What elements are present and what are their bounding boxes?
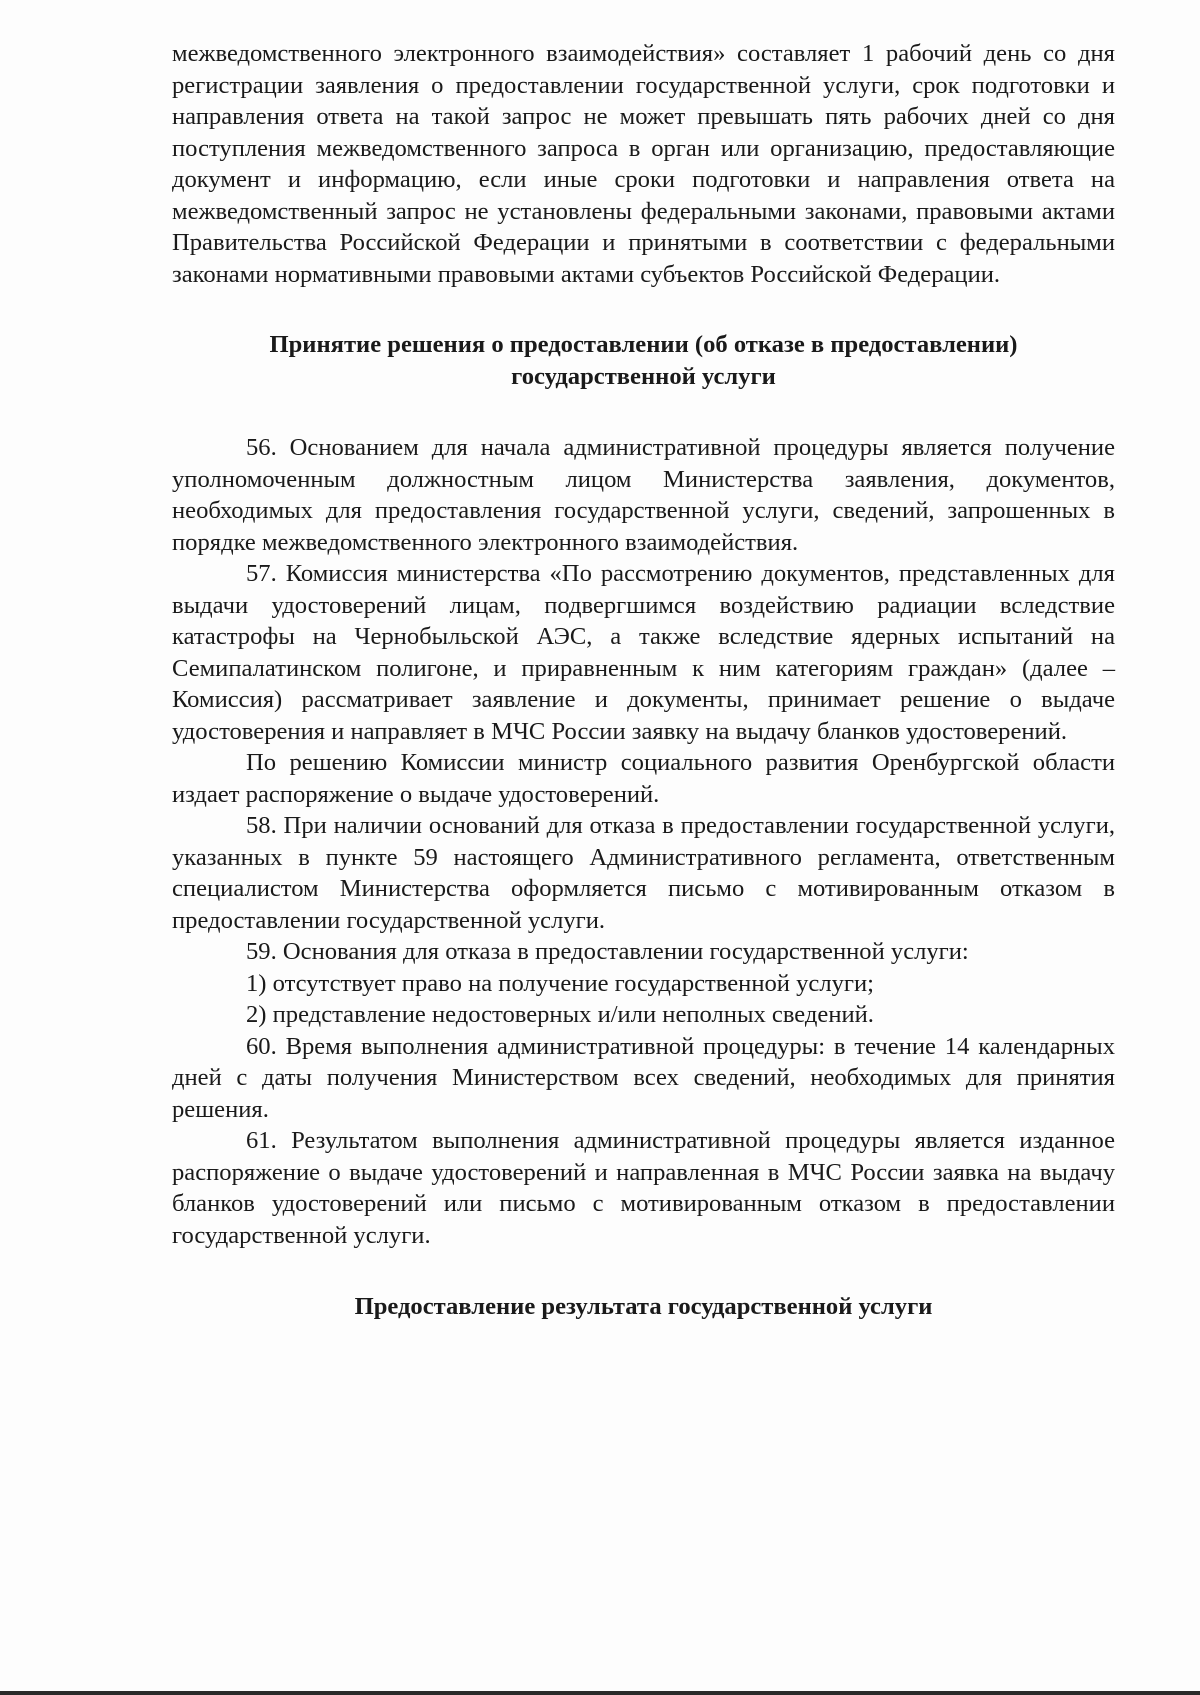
paragraph-59-item-1: 1) отсутствует право на получение государственной услуги; [246, 969, 874, 997]
section-heading-decision-line2: государственной услуги [511, 362, 776, 390]
scan-edge-line [0, 1691, 1200, 1695]
section-heading-decision-line1: Принятие решения о предоставлении (об отказе в предоставлении) [269, 331, 1018, 358]
paragraph-61: 61. Результатом выполнения административной процедуры является изданное распоряжение о выдаче удостоверений и направленная в МЧС России заявка на выдачу бланков удостоверений или письмо с мотивированным отказом в предоставлении государственной услуги. [172, 1127, 1115, 1249]
paragraph-57-continuation: По решению Комиссии министр социального развития Оренбургской области издает распоряжение о выдаче удостоверений. [172, 749, 1115, 808]
paragraph-58: 58. При наличии оснований для отказа в предоставлении государственной услуги, указанных в пункте 59 настоящего Административного регламента, ответственным специалистом Министерства оформляется письмо с мотивированным отказом в предоставлении государственной услуги. [172, 812, 1115, 934]
paragraph-59-item-2: 2) представление недостоверных и/или неполных сведений. [246, 1001, 874, 1028]
paragraph-56: 56. Основанием для начала административной процедуры является получение уполномоченным должностным лицом Министерства заявления, документов, необходимых для предоставления государственной услуги, сведений, запрошенных в порядке межведомственного электронного взаимодействия. [172, 434, 1115, 556]
paragraph-59: 59. Основания для отказа в предоставлении государственной услуги: [246, 938, 969, 965]
document-body [172, 38, 1115, 1323]
section-heading-decision [172, 329, 1115, 392]
section-heading-result: Предоставление результата государственной услуги [354, 1293, 933, 1320]
intro-paragraph: межведомственного электронного взаимодействия» составляет 1 рабочий день со дня регистрации заявления о предоставлении государственной услуги, срок подготовки и направления ответа на такой запрос не может превышать пять рабочих дней со дня поступления межведомственного запроса в орган или организацию, предоставляющие документ и информацию, если иные сроки подготовки и направления ответа на межведомственный запрос не установлены федеральными законами, правовыми актами Правительства Российской Федерации и принятыми в соответствии с федеральными законами нормативными правовыми актами субъектов Российской Федерации. [172, 40, 1115, 288]
paragraph-60: 60. Время выполнения административной процедуры: в течение 14 календарных дней с даты получения Министерством всех сведений, необходимых для принятия решения. [172, 1032, 1115, 1123]
paragraph-57: 57. Комиссия министерства «По рассмотрению документов, представленных для выдачи удостоверений лицам, подвергшимся воздействию радиации вследствие катастрофы на Чернобыльской АЭС, а также вследствие ядерных испытаний на Семипалатинском полигоне, и приравненным к ним категориям граждан» (далее – Комиссия) рассматривает заявление и документы, принимает решение о выдаче удостоверения и направляет в МЧС России заявку на выдачу бланков удостоверений. [172, 560, 1115, 745]
